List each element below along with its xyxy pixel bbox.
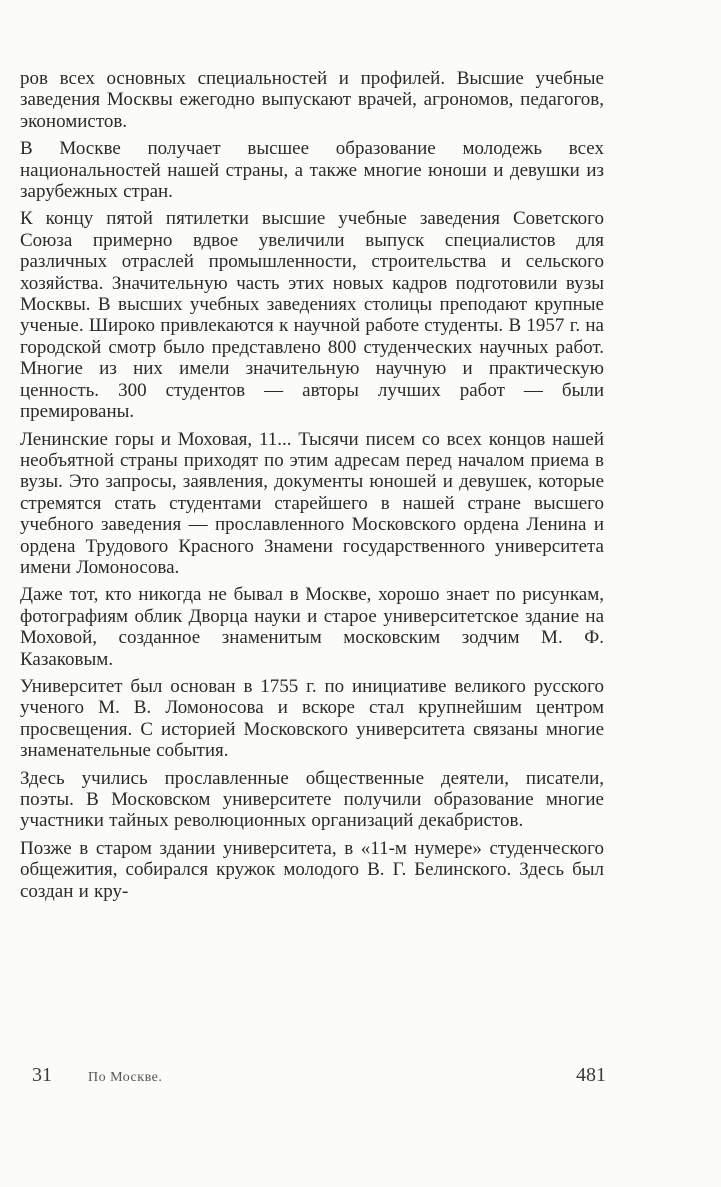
signature-title: По Москве. (88, 1070, 163, 1085)
paragraph-4: Ленинские горы и Моховая, 11... Тысячи писем со всех концов нашей необъятной страны приходят по этим адресам перед началом приема в вузы. Это запросы, заявления, документы юношей и девушек, которые стремятся стать студентами старейшего в нашей стране высшего учебного заведения — прославленного Московского ордена Ленина и ордена Трудового Красного Знамени государственного университета имени Ломоносова. (20, 428, 604, 578)
paragraph-3: К концу пятой пятилетки высшие учебные заведения Советского Союза примерно вдвое увеличили выпуск специалистов для различных отраслей промышленности, строительства и сельского хозяйства. Значительную часть этих новых кадров подготовили вузы Москвы. В высших учебных заведениях столицы преподают крупные ученые. Широко привлекаются к научной работе студенты. В 1957 г. на городской смотр было представлено 800 студенческих научных работ. Многие из них имели значительную научную и практическую ценность. 300 студентов — авторы лучших работ — были премированы. (20, 208, 604, 423)
paragraph-1: ров всех основных специальностей и профилей. Высшие учебные заведения Москвы ежегодно выпускают врачей, агрономов, педагогов, экономистов. (20, 68, 604, 132)
paragraph-8: Позже в старом здании университета, в «11-м нумере» студенческого общежития, собирался кружок молодого В. Г. Белинского. Здесь был создан и кру- (20, 837, 604, 902)
page-body (20, 68, 604, 908)
paragraph-2: В Москве получает высшее образование молодежь всех национальностей нашей страны, а также многие юноши и девушки из зарубежных стран. (20, 138, 604, 203)
paragraph-5: Даже тот, кто никогда не бывал в Москве, хорошо знает по рисункам, фотографиям облик Дворца науки и старое университетское здание на Моховой, созданное знаменитым московским зодчим М. Ф. Казаковым. (20, 584, 604, 670)
paragraph-7: Здесь учились прославленные общественные деятели, писатели, поэты. В Московском университете получили образование многие участники тайных революционных организаций декабристов. (20, 767, 604, 832)
signature-number: 31 (32, 1064, 52, 1086)
page-footer (32, 1064, 606, 1094)
paragraph-6: Университет был основан в 1755 г. по инициативе великого русского ученого М. В. Ломоносова и вскоре стал крупнейшим центром просвещения. С историей Московского университета связаны многие знаменательные события. (20, 675, 604, 762)
page-number: 481 (576, 1064, 606, 1086)
